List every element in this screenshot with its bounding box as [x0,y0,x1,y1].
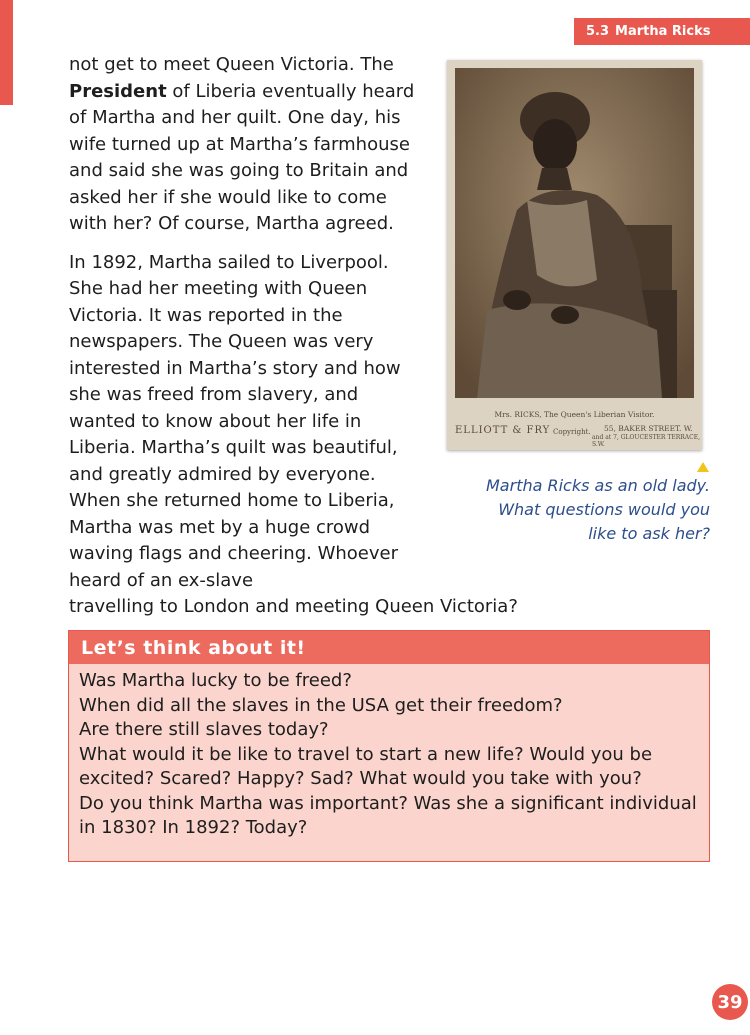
photo-address-2: and at 7, GLOUCESTER TERRACE, S.W. [592,434,700,448]
photo-studio: ELLIOTT & FRY [455,425,551,436]
section-header [574,18,750,45]
section-number: 5.3 [586,24,610,39]
photo-caption: Martha Ricks as an old lady. What questions would you like to ask her? [486,476,710,543]
think-about-it-box [68,630,710,862]
caption-pointer-icon [697,462,709,472]
paragraph-1 [69,52,424,238]
martha-ricks-photo [447,60,702,450]
question-list [69,664,709,841]
paragraph-1-end: of Liberia eventually heard of Martha and her quilt. One day, his wife turned up at Martha’s farmhouse and said she was going to Britain and asked her if she would like to come with her? Of course, Martha agreed. [69,80,415,234]
photo-address-1: 55, BAKER STREET. W. [604,424,693,433]
list-item: Are there still slaves today? [79,719,329,740]
photo-caption-title: Mrs. RICKS, The Queen's Liberian Visitor. [494,410,655,419]
list-item: When did all the slaves in the USA get their freedom? [79,694,563,716]
think-about-it-title: Let’s think about it! [69,631,709,664]
paragraph-2-main: In 1892, Martha sailed to Liverpool. She had her meeting with Queen Victoria. It was reported in the newspapers. The Queen was very interested in Martha’s story and how she was freed from slavery, and wanted to know about her life in Liberia. Martha’s quilt was beautiful, and greatly admired by everyone. When she returned home to Liberia, Martha was met by a huge crowd waving flags and cheering. Whoever heard of an ex-slave [69,251,401,591]
list-item: What would it be like to travel to start a new life? Would you be excited? Scared? Happy? Sad? What would you take with you? [79,743,653,789]
list-item: Was Martha lucky to be freed? [79,670,352,691]
left-accent-bar [0,0,13,105]
term-president: President [69,80,167,102]
paragraph-2-tail: travelling to London and meeting Queen Victoria? [69,596,518,617]
list-item: Do you think Martha was important? Was she a significant individual in 1830? In 1892? Today? [79,792,697,838]
photo-image [447,60,702,450]
section-title: Martha Ricks [615,24,711,39]
page-number: 39 [712,984,748,1020]
paragraph-1-start: not get to meet Queen Victoria. The [69,54,394,75]
photo-copyright: Copyright. [553,428,591,436]
